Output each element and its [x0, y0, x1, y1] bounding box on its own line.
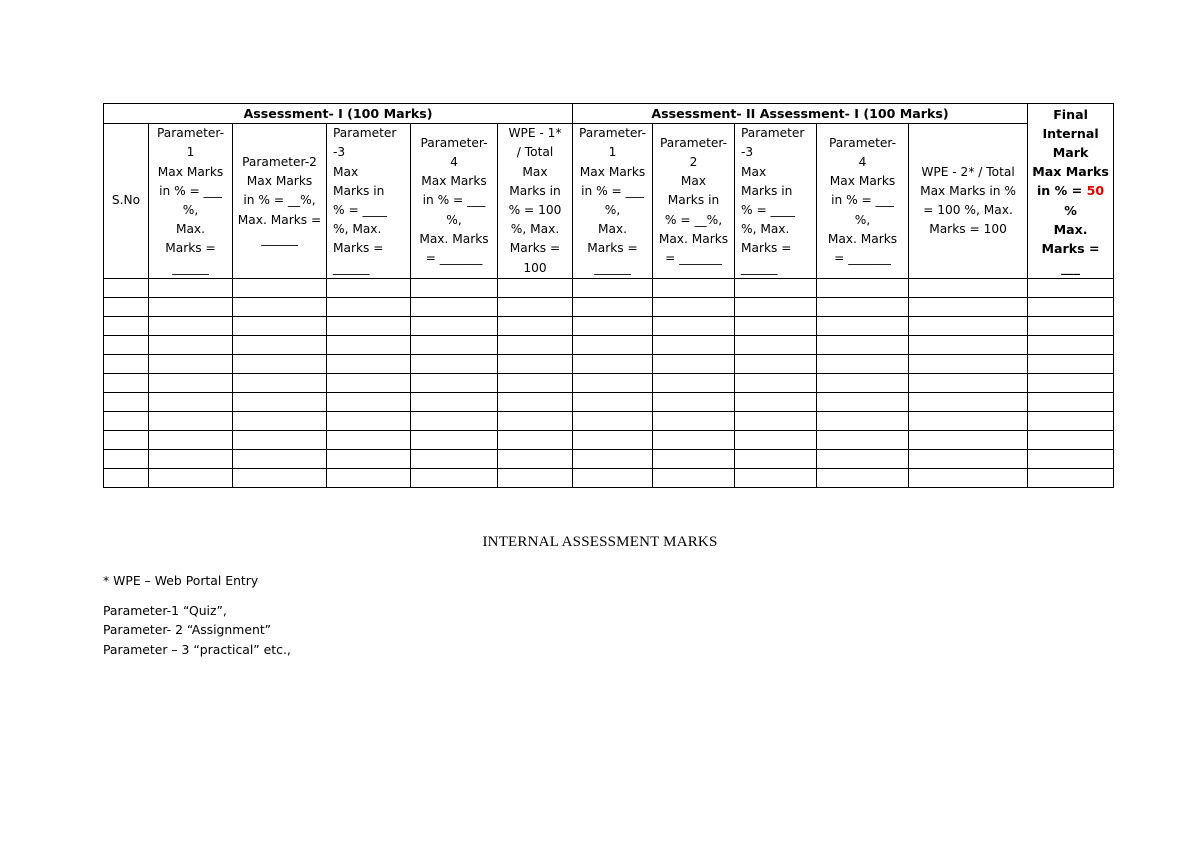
- assessment-1-header: Assessment- I (100 Marks): [104, 104, 573, 124]
- col-a1-parameter-2: Parameter-2 Max Marks in % = __%, Max. Marks = ______: [233, 124, 327, 279]
- table-row: [104, 278, 1114, 297]
- col-a1-parameter-3: Parameter -3 Max Marks in % = ____ %, Max. Marks = ______: [327, 124, 411, 279]
- final-internal-mark-header: [1028, 104, 1114, 279]
- table-cell[interactable]: [735, 316, 817, 335]
- table-cell[interactable]: [573, 278, 653, 297]
- final-header-text: Final Internal Mark Max Marks in % =: [1032, 106, 1109, 199]
- table-cell[interactable]: [498, 449, 573, 468]
- table-cell[interactable]: [573, 297, 653, 316]
- table-cell[interactable]: [411, 468, 498, 487]
- table-cell[interactable]: [817, 411, 909, 430]
- table-cell[interactable]: [573, 335, 653, 354]
- footnote: * WPE – Web Portal Entry: [103, 573, 259, 588]
- table-cell[interactable]: [817, 373, 909, 392]
- table-cell[interactable]: [411, 373, 498, 392]
- table-cell[interactable]: [573, 449, 653, 468]
- table-cell[interactable]: [149, 316, 233, 335]
- table-cell[interactable]: [735, 411, 817, 430]
- table-cell[interactable]: [104, 297, 149, 316]
- final-header-tail: % Max. Marks = ___: [1041, 202, 1100, 276]
- table-cell[interactable]: [104, 430, 149, 449]
- parameter-note-2: Parameter- 2 “Assignment”: [103, 622, 272, 637]
- table-cell[interactable]: [653, 316, 735, 335]
- table-cell[interactable]: [735, 278, 817, 297]
- table-cell[interactable]: [233, 468, 327, 487]
- table-cell[interactable]: [1028, 430, 1114, 449]
- table-cell[interactable]: [1028, 316, 1114, 335]
- table-cell[interactable]: [149, 373, 233, 392]
- table-cell[interactable]: [327, 411, 411, 430]
- table-cell[interactable]: [233, 430, 327, 449]
- table-cell[interactable]: [149, 449, 233, 468]
- table-cell[interactable]: [233, 278, 327, 297]
- table-cell[interactable]: [1028, 354, 1114, 373]
- column-header-row: [104, 124, 1114, 279]
- table-cell[interactable]: [909, 373, 1028, 392]
- table-cell[interactable]: [149, 297, 233, 316]
- table-row: [104, 373, 1114, 392]
- table-cell[interactable]: [653, 449, 735, 468]
- table-cell[interactable]: [909, 468, 1028, 487]
- table-cell[interactable]: [327, 297, 411, 316]
- table-cell[interactable]: [498, 468, 573, 487]
- table-cell[interactable]: [1028, 392, 1114, 411]
- table-cell[interactable]: [104, 468, 149, 487]
- table-cell[interactable]: [573, 316, 653, 335]
- table-cell[interactable]: [233, 335, 327, 354]
- table-cell[interactable]: [411, 335, 498, 354]
- table-row: [104, 392, 1114, 411]
- table-cell[interactable]: [653, 373, 735, 392]
- table-cell[interactable]: [909, 392, 1028, 411]
- table-cell[interactable]: [817, 468, 909, 487]
- table-cell[interactable]: [411, 297, 498, 316]
- table-cell[interactable]: [909, 411, 1028, 430]
- table-cell[interactable]: [817, 449, 909, 468]
- table-cell[interactable]: [411, 316, 498, 335]
- table-cell[interactable]: [498, 430, 573, 449]
- table-cell[interactable]: [1028, 411, 1114, 430]
- blank-rows: [104, 278, 1114, 487]
- table-cell[interactable]: [327, 468, 411, 487]
- table-cell[interactable]: [149, 430, 233, 449]
- table-cell[interactable]: [817, 392, 909, 411]
- table-row: [104, 316, 1114, 335]
- table-cell[interactable]: [498, 335, 573, 354]
- table-cell[interactable]: [498, 354, 573, 373]
- table-cell[interactable]: [735, 449, 817, 468]
- table-cell[interactable]: [327, 449, 411, 468]
- col-a2-parameter-1: Parameter- 1 Max Marks in % = ___ %, Max. Marks = ______: [573, 124, 653, 279]
- table-cell[interactable]: [149, 392, 233, 411]
- table-cell[interactable]: [735, 354, 817, 373]
- col-wpe-1: WPE - 1* / Total Max Marks in % = 100 %, Max. Marks = 100: [498, 124, 573, 279]
- table-cell[interactable]: [498, 373, 573, 392]
- table-cell[interactable]: [149, 335, 233, 354]
- table-cell[interactable]: [233, 392, 327, 411]
- table-cell[interactable]: [909, 430, 1028, 449]
- table-cell[interactable]: [1028, 468, 1114, 487]
- table-row: [104, 468, 1114, 487]
- table-cell[interactable]: [104, 335, 149, 354]
- table-cell[interactable]: [573, 354, 653, 373]
- table-cell[interactable]: [104, 411, 149, 430]
- table-cell[interactable]: [573, 411, 653, 430]
- col-a2-parameter-3: Parameter -3 Max Marks in % = ____ %, Max. Marks = ______: [735, 124, 817, 279]
- table-cell[interactable]: [498, 411, 573, 430]
- table-cell[interactable]: [149, 278, 233, 297]
- table-cell[interactable]: [327, 373, 411, 392]
- table-cell[interactable]: [653, 354, 735, 373]
- table-cell[interactable]: [498, 316, 573, 335]
- table-cell[interactable]: [327, 354, 411, 373]
- col-a1-parameter-1: Parameter- 1 Max Marks in % = ___ %, Max. Marks = ______: [149, 124, 233, 279]
- table-cell[interactable]: [411, 354, 498, 373]
- col-wpe-2: WPE - 2* / Total Max Marks in % = 100 %, Max. Marks = 100: [909, 124, 1028, 279]
- table-cell[interactable]: [411, 278, 498, 297]
- table-cell[interactable]: [233, 449, 327, 468]
- parameter-note-1: Parameter-1 “Quiz”,: [103, 602, 227, 618]
- table-cell[interactable]: [149, 468, 233, 487]
- table-cell[interactable]: [327, 430, 411, 449]
- group-header-row: [104, 104, 1114, 124]
- table-cell[interactable]: [233, 297, 327, 316]
- table-cell[interactable]: [817, 316, 909, 335]
- table-row: [104, 354, 1114, 373]
- table-cell[interactable]: [909, 278, 1028, 297]
- table-cell[interactable]: [327, 392, 411, 411]
- table-cell[interactable]: [817, 335, 909, 354]
- table-cell[interactable]: [909, 335, 1028, 354]
- table-row: [104, 335, 1114, 354]
- table-cell[interactable]: [1028, 335, 1114, 354]
- table-cell[interactable]: [327, 278, 411, 297]
- table-cell[interactable]: [653, 335, 735, 354]
- table-cell[interactable]: [909, 316, 1028, 335]
- table-cell[interactable]: [104, 278, 149, 297]
- table-row: [104, 297, 1114, 316]
- table-cell[interactable]: [1028, 449, 1114, 468]
- table-row: [104, 430, 1114, 449]
- parameter-note-3: Parameter – 3 “practical” etc.,: [103, 641, 291, 657]
- table-cell[interactable]: [653, 392, 735, 411]
- table-cell[interactable]: [1028, 373, 1114, 392]
- table-cell[interactable]: [104, 373, 149, 392]
- assessment-table: [103, 103, 1114, 488]
- assessment-2-header: Assessment- II Assessment- I (100 Marks): [573, 104, 1028, 124]
- table-cell[interactable]: [573, 430, 653, 449]
- table-cell[interactable]: [909, 449, 1028, 468]
- col-sno: S.No: [104, 124, 149, 279]
- table-cell[interactable]: [233, 373, 327, 392]
- table-cell[interactable]: [149, 411, 233, 430]
- table-cell[interactable]: [735, 468, 817, 487]
- table-cell[interactable]: [327, 316, 411, 335]
- table-row: [104, 411, 1114, 430]
- table-cell[interactable]: [653, 278, 735, 297]
- table-cell[interactable]: [104, 354, 149, 373]
- table-cell[interactable]: [653, 430, 735, 449]
- table-cell[interactable]: [735, 430, 817, 449]
- table-cell[interactable]: [233, 411, 327, 430]
- col-a1-parameter-4: Parameter- 4 Max Marks in % = ___ %, Max. Marks = _______: [411, 124, 498, 279]
- table-cell[interactable]: [817, 430, 909, 449]
- table-cell[interactable]: [411, 411, 498, 430]
- table-cell[interactable]: [498, 392, 573, 411]
- table-cell[interactable]: [498, 297, 573, 316]
- table-cell[interactable]: [573, 392, 653, 411]
- table-cell[interactable]: [411, 430, 498, 449]
- final-max-percent: 50: [1086, 183, 1105, 199]
- table-cell[interactable]: [909, 297, 1028, 316]
- table-cell[interactable]: [104, 316, 149, 335]
- table-cell[interactable]: [411, 392, 498, 411]
- table-cell[interactable]: [653, 468, 735, 487]
- table-cell[interactable]: [653, 297, 735, 316]
- table-cell[interactable]: [909, 354, 1028, 373]
- table-cell[interactable]: [817, 297, 909, 316]
- table-cell[interactable]: [735, 335, 817, 354]
- table-cell[interactable]: [149, 354, 233, 373]
- table-cell[interactable]: [653, 411, 735, 430]
- table-cell[interactable]: [233, 354, 327, 373]
- table-cell[interactable]: [735, 392, 817, 411]
- table-cell[interactable]: [573, 468, 653, 487]
- table-cell[interactable]: [735, 373, 817, 392]
- table-cell[interactable]: [104, 449, 149, 468]
- table-cell[interactable]: [1028, 297, 1114, 316]
- table-cell[interactable]: [233, 316, 327, 335]
- table-cell[interactable]: [735, 297, 817, 316]
- col-a2-parameter-2: Parameter- 2 Max Marks in % = __%, Max. Marks = _______: [653, 124, 735, 279]
- table-cell[interactable]: [573, 373, 653, 392]
- table-cell[interactable]: [817, 278, 909, 297]
- table-row: [104, 449, 1114, 468]
- col-a2-parameter-4: Parameter- 4 Max Marks in % = ___ %, Max. Marks = _______: [817, 124, 909, 279]
- table-cell[interactable]: [817, 354, 909, 373]
- page-title: INTERNAL ASSESSMENT MARKS: [482, 534, 718, 550]
- table-cell[interactable]: [411, 449, 498, 468]
- table-cell[interactable]: [498, 278, 573, 297]
- table-cell[interactable]: [1028, 278, 1114, 297]
- table-cell[interactable]: [327, 335, 411, 354]
- table-cell[interactable]: [104, 392, 149, 411]
- notes: [103, 571, 291, 659]
